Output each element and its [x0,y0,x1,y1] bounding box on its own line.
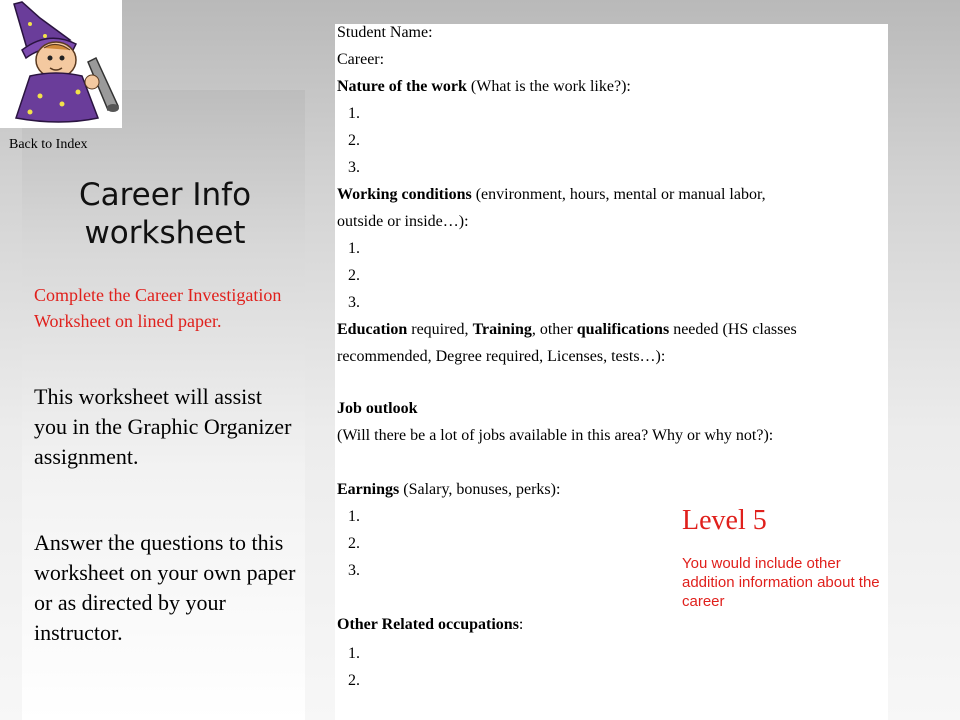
list-item: 1. [348,645,360,662]
working-conditions-line2: outside or inside…): [337,213,469,230]
list-item: 1. [348,508,360,525]
related-rest: : [518,616,524,633]
edu-bold-3: qualifications [576,321,670,338]
instruction-text: Complete the Career Investigation Worksheet on lined paper. [34,285,282,331]
list-item: 3. [348,294,360,311]
list-item: 2. [348,267,360,284]
job-outlook-heading [337,400,417,418]
edu-mid-2: , other [531,321,577,338]
list-item: 2. [348,132,360,149]
nature-bold: Nature of the work [337,78,467,95]
edu-rest: needed (HS classes [669,321,797,338]
back-to-index-link[interactable]: Back to Index [9,137,88,152]
working-rest: (environment, hours, mental or manual labor, [471,186,766,203]
page-title: Career Info worksheet [78,177,252,251]
related-bold: Other Related occupations [337,616,519,633]
level-title: Level 5 [682,505,767,536]
nature-rest: (What is the work like?): [466,78,631,95]
education-line2: recommended, Degree required, Licenses, tests…): [337,348,666,365]
list-item: 3. [348,159,360,176]
level-description: You would include other addition information about the career [682,555,880,610]
related-occupations-heading [337,616,523,634]
working-conditions-heading [337,186,766,204]
working-bold: Working conditions [337,186,472,203]
list-item: 3. [348,562,360,579]
education-heading [337,321,797,339]
paragraph-assist: This worksheet will assist you in the Graphic Organizer assignment. [34,384,292,469]
paragraph-answer: Answer the questions to this worksheet on your own paper or as directed by your instructor. [34,530,296,645]
edu-bold-2: Training [472,321,532,338]
worksheet-document [335,24,888,720]
wizard-icon[interactable] [0,0,122,128]
outlook-bold: Job outlook [337,400,418,417]
earnings-heading [337,481,560,499]
list-item: 2. [348,535,360,552]
edu-bold-1: Education [337,321,408,338]
earnings-rest: (Salary, bonuses, perks): [399,481,561,498]
earnings-bold: Earnings [337,481,400,498]
list-item: 1. [348,240,360,257]
nature-of-work-heading [337,78,631,96]
list-item: 1. [348,105,360,122]
job-outlook-line2: (Will there be a lot of jobs available in this area? Why or why not?): [337,427,774,444]
edu-mid-1: required, [407,321,473,338]
list-item: 2. [348,672,360,689]
career-label: Career: [337,51,385,68]
student-name-label: Student Name: [337,24,433,41]
